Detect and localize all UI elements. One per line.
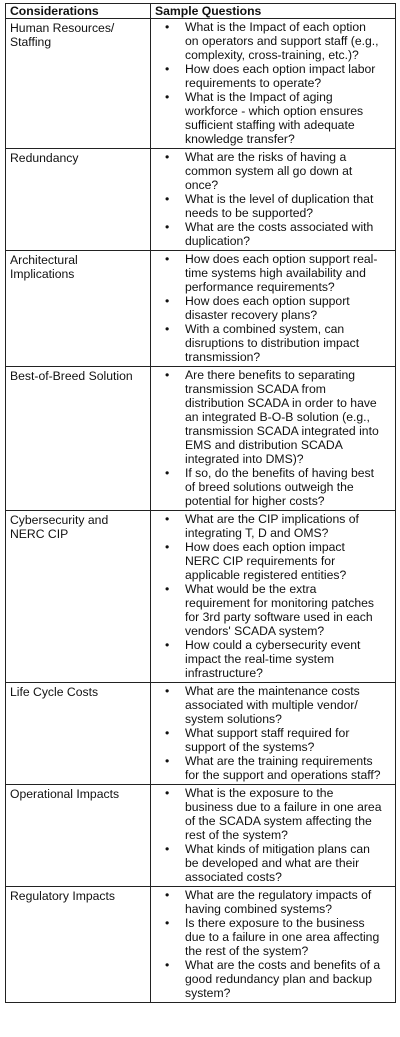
- question-item: [155, 916, 391, 958]
- bullet-icon: •: [165, 220, 170, 234]
- question-line: What is the exposure to the: [185, 786, 334, 800]
- question-line: How does each option support real-: [185, 252, 378, 266]
- bullet-icon: •: [165, 540, 170, 554]
- question-line: common system all go down at: [185, 164, 353, 178]
- consideration-cell: [6, 19, 151, 149]
- question-list: [155, 684, 391, 782]
- question-line: How could a cybersecurity event: [185, 638, 361, 652]
- question-line: applicable registered entities?: [185, 568, 347, 582]
- bullet-icon: •: [165, 322, 170, 336]
- question-line: knowledge transfer?: [185, 132, 295, 146]
- bullet-icon: •: [165, 512, 170, 526]
- question-item: [155, 842, 391, 884]
- bullet-icon: •: [165, 582, 170, 596]
- question-item: [155, 294, 391, 322]
- question-line: With a combined system, can: [185, 322, 345, 336]
- question-line: How does each option impact labor: [185, 62, 376, 76]
- question-line: needs to be supported?: [185, 206, 314, 220]
- header-row: [6, 4, 396, 19]
- table-row: [6, 251, 396, 367]
- question-line: having combined systems?: [185, 902, 332, 916]
- question-item: [155, 62, 391, 90]
- question-line: of the SCADA system affecting the: [185, 814, 372, 828]
- bullet-icon: •: [165, 368, 170, 382]
- question-list: [155, 786, 391, 884]
- bullet-icon: •: [165, 638, 170, 652]
- question-line: What kinds of mitigation plans can: [185, 842, 370, 856]
- bullet-icon: •: [165, 786, 170, 800]
- bullet-icon: •: [165, 888, 170, 902]
- questions-cell: [151, 511, 396, 683]
- question-line: the rest of the system?: [185, 944, 309, 958]
- bullet-icon: •: [165, 726, 170, 740]
- considerations-table: [5, 3, 396, 1003]
- question-item: [155, 726, 391, 754]
- question-line: potential for higher costs?: [185, 494, 325, 508]
- question-item: [155, 786, 391, 842]
- question-line: requirement for monitoring patches: [185, 596, 375, 610]
- table-body: [6, 19, 396, 1003]
- question-item: [155, 684, 391, 726]
- bullet-icon: •: [165, 294, 170, 308]
- question-list: [155, 150, 391, 248]
- bullet-icon: •: [165, 466, 170, 480]
- question-line: How does each option support: [185, 294, 350, 308]
- question-line: on operators and support staff (e.g.,: [185, 34, 379, 48]
- question-line: NERC CIP requirements for: [185, 554, 336, 568]
- question-item: [155, 958, 391, 1000]
- consideration-cell: [6, 367, 151, 511]
- question-line: of breed solutions outweigh the: [185, 480, 354, 494]
- question-item: [155, 638, 391, 680]
- consideration-line: Implications: [10, 267, 75, 281]
- bullet-icon: •: [165, 192, 170, 206]
- question-item: [155, 90, 391, 146]
- question-list: [155, 888, 391, 1000]
- questions-cell: [151, 19, 396, 149]
- consideration-line: Regulatory Impacts: [10, 889, 115, 903]
- table-row: [6, 887, 396, 1003]
- question-line: What would be the extra: [185, 582, 317, 596]
- question-item: [155, 540, 391, 582]
- question-line: rest of the system?: [185, 828, 288, 842]
- question-line: requirements to operate?: [185, 76, 322, 90]
- question-line: sufficient staffing with adequate: [185, 118, 355, 132]
- question-line: performance requirements?: [185, 280, 335, 294]
- bullet-icon: •: [165, 916, 170, 930]
- consideration-cell: [6, 785, 151, 887]
- question-line: transmission SCADA from: [185, 382, 326, 396]
- question-line: time systems high availability and: [185, 266, 366, 280]
- question-line: What is the level of duplication that: [185, 192, 374, 206]
- question-line: disruptions to distribution impact: [185, 336, 360, 350]
- question-line: What is the Impact of each option: [185, 20, 366, 34]
- bullet-icon: •: [165, 958, 170, 972]
- question-line: good redundancy plan and backup: [185, 972, 373, 986]
- questions-cell: [151, 367, 396, 511]
- consideration-cell: [6, 251, 151, 367]
- question-line: associated with multiple vendor/: [185, 698, 358, 712]
- question-line: vendors' SCADA system?: [185, 624, 325, 638]
- question-line: complexity, cross-training, etc.)?: [185, 48, 359, 62]
- question-line: distribution SCADA in order to have: [185, 396, 377, 410]
- bullet-icon: •: [165, 90, 170, 104]
- consideration-line: Life Cycle Costs: [10, 685, 99, 699]
- question-line: transmission SCADA integrated into: [185, 424, 379, 438]
- consideration-line: Human Resources/: [10, 21, 115, 35]
- bullet-icon: •: [165, 150, 170, 164]
- question-line: workforce - which option ensures: [185, 104, 364, 118]
- question-line: duplication?: [185, 234, 251, 248]
- consideration-line: Architectural: [10, 253, 78, 267]
- question-line: an integrated B-O-B solution (e.g.,: [185, 410, 370, 424]
- question-line: system?: [185, 986, 231, 1000]
- question-line: transmission?: [185, 350, 261, 364]
- question-line: integrated into DMS)?: [185, 452, 304, 466]
- question-item: [155, 512, 391, 540]
- consideration-line: NERC CIP: [10, 527, 69, 541]
- consideration-line: Staffing: [10, 35, 52, 49]
- question-list: [155, 512, 391, 680]
- table-row: [6, 19, 396, 149]
- question-list: [155, 20, 391, 146]
- consideration-cell: [6, 149, 151, 251]
- consideration-line: Cybersecurity and: [10, 513, 109, 527]
- question-line: What are the CIP implications of: [185, 512, 359, 526]
- question-line: infrastructure?: [185, 666, 263, 680]
- questions-cell: [151, 683, 396, 785]
- consideration-line: Operational Impacts: [10, 787, 120, 801]
- question-item: [155, 754, 391, 782]
- question-item: [155, 888, 391, 916]
- question-line: If so, do the benefits of having best: [185, 466, 375, 480]
- question-line: disaster recovery plans?: [185, 308, 318, 322]
- consideration-cell: [6, 887, 151, 1003]
- question-line: EMS and distribution SCADA: [185, 438, 343, 452]
- question-line: support of the systems?: [185, 740, 315, 754]
- consideration-cell: [6, 511, 151, 683]
- consideration-line: Redundancy: [10, 151, 79, 165]
- question-item: [155, 252, 391, 294]
- header-considerations: Considerations: [6, 4, 151, 19]
- question-item: [155, 466, 391, 508]
- bullet-icon: •: [165, 62, 170, 76]
- bullet-icon: •: [165, 842, 170, 856]
- question-line: system solutions?: [185, 712, 282, 726]
- table-row: [6, 149, 396, 251]
- question-item: [155, 368, 391, 466]
- question-item: [155, 20, 391, 62]
- question-line: business due to a failure in one area: [185, 800, 382, 814]
- questions-cell: [151, 785, 396, 887]
- question-line: impact the real-time system: [185, 652, 334, 666]
- header-sample-questions: Sample Questions: [151, 4, 396, 19]
- question-line: integrating T, D and OMS?: [185, 526, 329, 540]
- questions-cell: [151, 887, 396, 1003]
- question-line: What are the costs and benefits of a: [185, 958, 381, 972]
- question-line: What are the regulatory impacts of: [185, 888, 372, 902]
- question-line: once?: [185, 178, 219, 192]
- question-item: [155, 220, 391, 248]
- question-item: [155, 150, 391, 192]
- question-line: What support staff required for: [185, 726, 350, 740]
- table-row: [6, 785, 396, 887]
- question-item: [155, 582, 391, 638]
- question-list: [155, 252, 391, 364]
- question-line: What is the Impact of aging: [185, 90, 333, 104]
- question-item: [155, 192, 391, 220]
- questions-cell: [151, 149, 396, 251]
- question-line: How does each option impact: [185, 540, 345, 554]
- question-line: for 3rd party software used in each: [185, 610, 373, 624]
- consideration-cell: [6, 683, 151, 785]
- question-line: Is there exposure to the business: [185, 916, 365, 930]
- table-row: [6, 511, 396, 683]
- question-line: be developed and what are their: [185, 856, 360, 870]
- bullet-icon: •: [165, 20, 170, 34]
- question-list: [155, 368, 391, 508]
- question-line: due to a failure in one area affecting: [185, 930, 380, 944]
- question-item: [155, 322, 391, 364]
- table-row: [6, 367, 396, 511]
- question-line: What are the risks of having a: [185, 150, 347, 164]
- consideration-line: Best-of-Breed Solution: [10, 369, 133, 383]
- table-row: [6, 683, 396, 785]
- bullet-icon: •: [165, 252, 170, 266]
- question-line: What are the maintenance costs: [185, 684, 360, 698]
- question-line: for the support and operations staff?: [185, 768, 381, 782]
- bullet-icon: •: [165, 684, 170, 698]
- question-line: What are the training requirements: [185, 754, 373, 768]
- question-line: Are there benefits to separating: [185, 368, 356, 382]
- questions-cell: [151, 251, 396, 367]
- question-line: What are the costs associated with: [185, 220, 374, 234]
- bullet-icon: •: [165, 754, 170, 768]
- question-line: associated costs?: [185, 870, 282, 884]
